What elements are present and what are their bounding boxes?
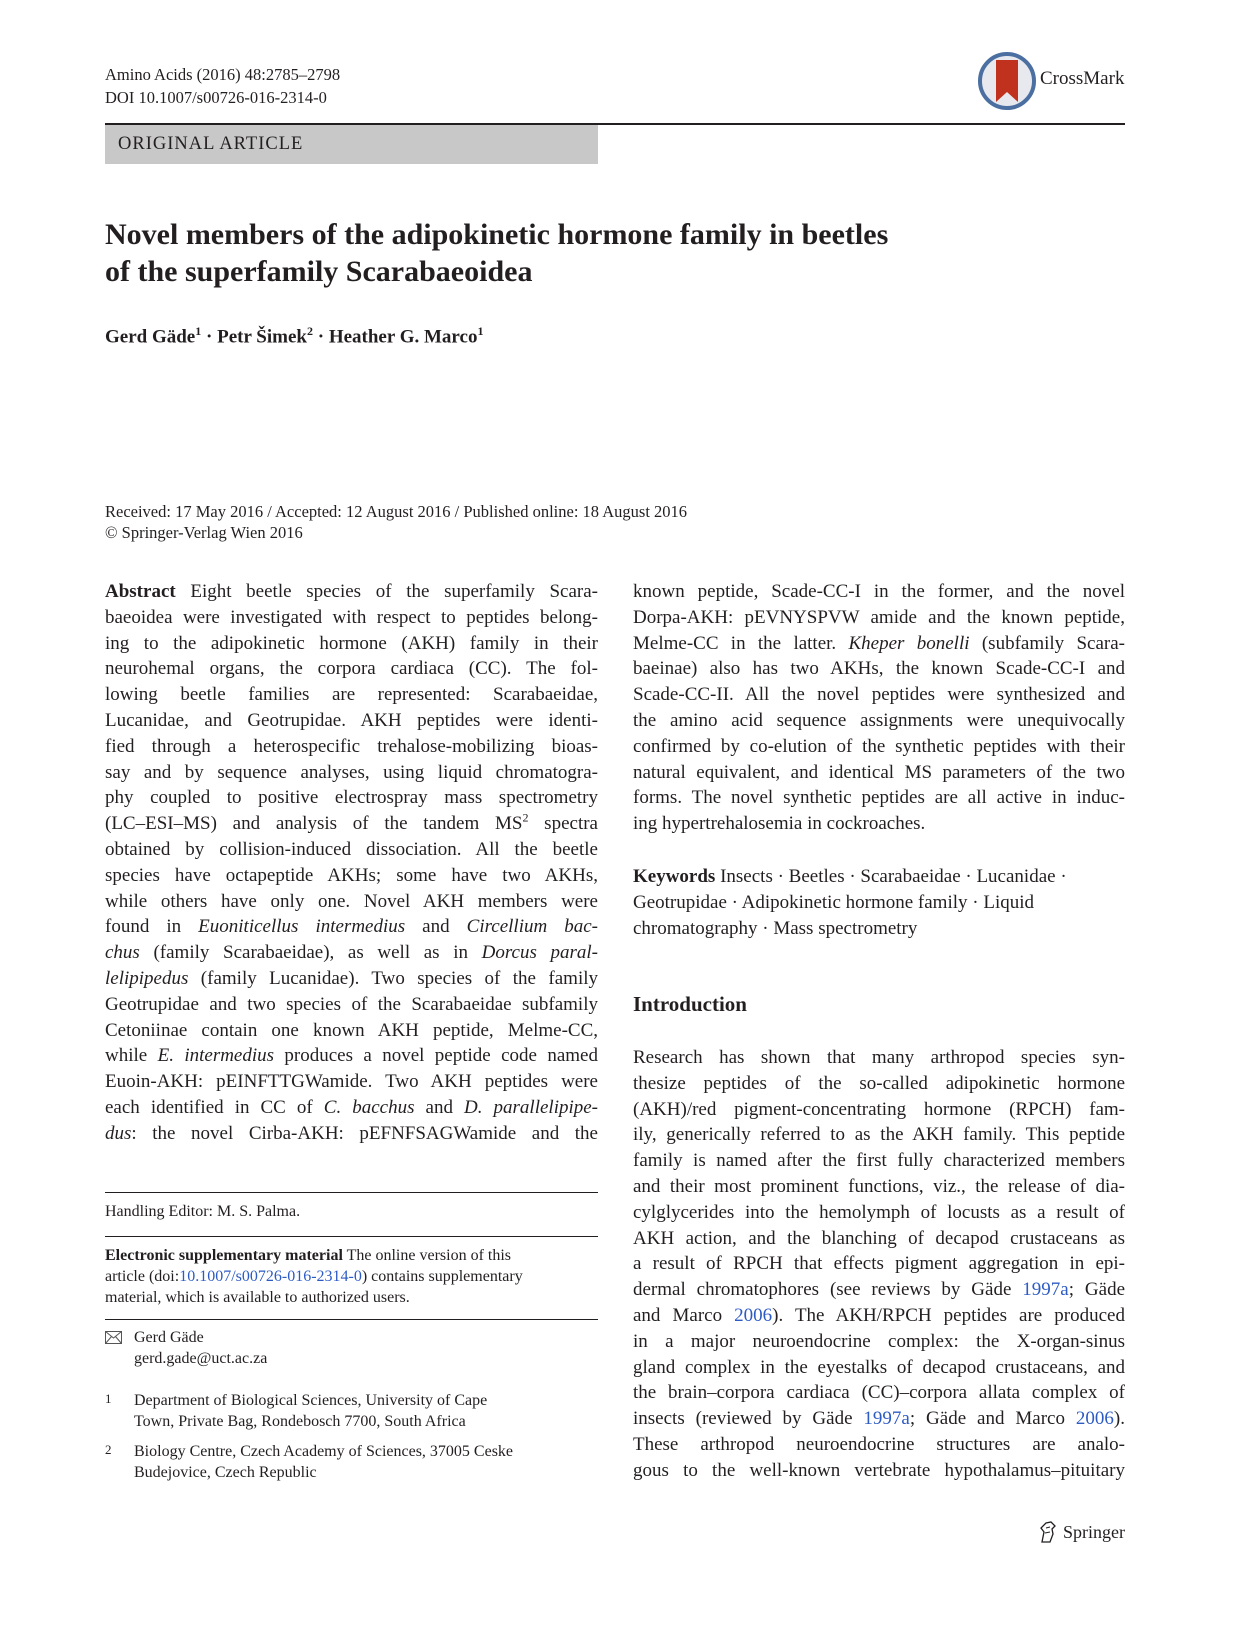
text-run: article (doi:	[105, 1268, 180, 1285]
text-run: in a major neuroendocrine complex: the X-organ-sinus	[633, 1330, 1125, 1352]
footnote-rule	[105, 1192, 598, 1193]
affiliation-number: 2	[105, 1442, 112, 1457]
text-line	[105, 1095, 598, 1121]
text-run: each identified in CC of	[105, 1096, 324, 1118]
text-run: baeoidea were investigated with respect to peptides belong-	[105, 606, 598, 628]
citation-link[interactable]: 10.1007/s00726-016-2314-0	[179, 1268, 362, 1285]
text-run: confirmed by co-elution of the synthetic peptides with their	[633, 735, 1125, 757]
text-run: The online version of this	[342, 1247, 512, 1264]
text-line	[105, 682, 598, 708]
text-run: and Marco	[633, 1304, 735, 1326]
text-run: (AKH)/red pigment-concentrating hormone (RPCH) fam-	[633, 1098, 1125, 1120]
citation-link[interactable]: 1997a	[863, 1408, 910, 1430]
text-line	[105, 811, 598, 837]
footnote-rule	[105, 1319, 598, 1320]
journal-citation: Amino Acids (2016) 48:2785–2798	[105, 65, 341, 84]
text-line	[105, 631, 598, 657]
text-line	[105, 734, 598, 760]
text-run: chus	[105, 942, 140, 964]
keywords	[633, 864, 1125, 941]
text-line	[105, 966, 598, 992]
supplementary-material	[105, 1245, 565, 1308]
introduction-body	[633, 1045, 1125, 1484]
envelope-icon	[105, 1331, 122, 1349]
text-run: (family Scarabaeidae), as well as in	[139, 942, 482, 964]
text-run: material, which is available to authorized users.	[105, 1289, 410, 1306]
text-line	[633, 811, 1125, 837]
text-line	[633, 1071, 1125, 1097]
text-line	[633, 760, 1125, 786]
text-line	[633, 1097, 1125, 1123]
section-label-box	[105, 125, 598, 164]
springer-horse-icon	[1038, 1520, 1058, 1544]
author-separator: ·	[312, 326, 329, 348]
text-line	[105, 992, 598, 1018]
text-run: and	[405, 916, 467, 938]
publisher-name: Springer	[1063, 1521, 1125, 1542]
text-run: ; Gäde	[1068, 1279, 1125, 1301]
text-line	[105, 708, 598, 734]
text-run: neurohemal organs, the corpora cardiaca (CC). The fol-	[105, 658, 598, 680]
publisher-logo	[1038, 1520, 1125, 1544]
text-run: phy coupled to positive electrospray mass spectrometry	[105, 787, 598, 809]
text-run: a result of RPCH that effects pigment aggregation in epi-	[633, 1253, 1125, 1275]
crossmark-icon	[978, 52, 1036, 110]
text-run: family is named after the first fully characterized members	[633, 1150, 1125, 1172]
text-run: thesize peptides of the so-called adipokinetic hormone	[633, 1072, 1125, 1094]
text-line	[105, 760, 598, 786]
text-run: ily, generically referred to as the AKH family. This peptide	[633, 1124, 1125, 1146]
text-run: insects (reviewed by Gäde	[633, 1408, 864, 1430]
footnote-rule	[105, 1236, 598, 1237]
text-line	[633, 864, 1125, 890]
text-run: ; Gäde and Marco	[909, 1408, 1076, 1430]
text-run: ). The AKH/RPCH peptides are produced	[772, 1304, 1125, 1326]
text-run: Dorpa-AKH: pEVNYSPVW amide and the known peptide,	[633, 606, 1125, 628]
text-line	[105, 914, 598, 940]
affiliation-ref: 1	[477, 324, 484, 338]
title-line: of the superfamily Scarabaeoidea	[105, 255, 533, 288]
text-line	[633, 1380, 1125, 1406]
text-run: Cetoniinae contain one known AKH peptide, Melme-CC,	[105, 1019, 598, 1041]
text-line	[633, 1329, 1125, 1355]
text-line	[633, 1355, 1125, 1381]
run-label: Electronic supplementary material	[105, 1247, 343, 1264]
copyright: © Springer-Verlag Wien 2016	[105, 523, 303, 542]
text-run: Insects · Beetles · Scarabaeidae · Lucanidae ·	[715, 866, 1067, 887]
text-run: dermal chromatophores (see reviews by Gäde	[633, 1279, 1023, 1301]
text-line	[633, 1148, 1125, 1174]
author-name: Petr Šimek	[217, 326, 307, 348]
text-line	[105, 889, 598, 915]
publication-dates: Received: 17 May 2016 / Accepted: 12 August 2016 / Published online: 18 August 2016	[105, 502, 688, 521]
text-run: Euoin-AKH: pEINFTTGWamide. Two AKH peptides were	[105, 1071, 598, 1093]
affiliation-line: Department of Biological Sciences, University of Cape	[134, 1392, 488, 1409]
text-line	[633, 890, 1125, 916]
text-run: (family Lucanidae). Two species of the family	[188, 967, 598, 989]
text-line	[105, 1121, 598, 1147]
citation-link[interactable]: 1997a	[1022, 1279, 1069, 1301]
author-name: Gerd Gäde	[105, 326, 196, 348]
text-run: E. intermedius	[157, 1045, 275, 1067]
text-run: Lucanidae, and Geotrupidae. AKH peptides were identi-	[105, 709, 598, 731]
text-line	[105, 1245, 565, 1266]
text-run: and	[414, 1096, 465, 1118]
text-line	[105, 656, 598, 682]
text-run: Kheper bonelli	[848, 632, 970, 654]
text-run: ing hypertrehalosemia in cockroaches.	[633, 813, 926, 835]
introduction-heading: Introduction	[633, 992, 747, 1016]
crossmark-badge[interactable]	[978, 52, 1125, 115]
run-label: Keywords	[633, 866, 716, 887]
text-line	[633, 1174, 1125, 1200]
text-run: and their most prominent functions, viz., the release of dia-	[633, 1175, 1125, 1197]
text-line	[633, 708, 1125, 734]
text-line	[105, 1018, 598, 1044]
text-line	[633, 682, 1125, 708]
text-run: ).	[1113, 1408, 1125, 1430]
text-line	[105, 785, 598, 811]
text-run: Eight beetle species of the superfamily Scara-	[175, 581, 598, 602]
affiliation-ref: 2	[306, 324, 313, 338]
text-run: Geotrupidae and two species of the Scarabaeidae subfamily	[105, 993, 598, 1015]
text-line	[105, 940, 598, 966]
text-line	[633, 1226, 1125, 1252]
text-line	[105, 1043, 598, 1069]
text-line	[633, 1200, 1125, 1226]
citation-link[interactable]: 2006	[734, 1304, 773, 1326]
text-run: D. parallelipipe-	[464, 1096, 599, 1118]
text-run: These arthropod neuroendocrine structures are analo-	[633, 1433, 1125, 1455]
text-run: Scade-CC-II. All the novel peptides were synthesized and	[633, 684, 1125, 706]
text-run: fied through a heterospecific trehalose-mobilizing bioas-	[105, 735, 598, 757]
publication-meta	[105, 501, 687, 543]
text-run: Circellium bac-	[466, 916, 598, 938]
text-run: ) contains supplementary	[361, 1268, 523, 1285]
text-line	[633, 656, 1125, 682]
text-run: obtained by collision-induced dissociation. All the beetle	[105, 838, 598, 860]
section-label: ORIGINAL ARTICLE	[118, 134, 304, 154]
text-run: Geotrupidae · Adipokinetic hormone family · Liquid	[633, 891, 1035, 913]
affiliation-ref: 1	[195, 324, 202, 338]
text-run: known peptide, Scade-CC-I in the former, and the novel	[633, 581, 1125, 602]
text-run: gous to the well-known vertebrate hypothalamus–pituitary	[633, 1459, 1125, 1481]
text-run: forms. The novel synthetic peptides are all active in induc-	[633, 787, 1125, 809]
text-line	[105, 605, 598, 631]
abstract-right	[633, 579, 1125, 837]
doi: DOI 10.1007/s00726-016-2314-0	[105, 88, 327, 107]
text-run: Research has shown that many arthropod species syn-	[633, 1047, 1125, 1068]
text-line	[633, 785, 1125, 811]
text-run: 2	[522, 810, 529, 825]
text-run: baeinae) also has two AKHs, the known Scade-CC-I and	[633, 658, 1125, 680]
text-line	[633, 1277, 1125, 1303]
text-run: say and by sequence analyses, using liquid chromatogra-	[105, 761, 598, 783]
affiliation-line: Town, Private Bag, Rondebosch 7700, South Africa	[134, 1412, 466, 1430]
corresponding-email[interactable]: gerd.gade@uct.ac.za	[134, 1350, 268, 1367]
affiliation-number: 1	[105, 1391, 112, 1406]
affiliation-line: Budejovice, Czech Republic	[134, 1463, 317, 1481]
text-run: lowing beetle families are represented: Scarabaeidae,	[105, 684, 598, 706]
crossmark-label: CrossMark	[1040, 68, 1125, 89]
text-line	[633, 1251, 1125, 1277]
text-run: gland complex in the eyestalks of decapod crustaceans, and	[633, 1356, 1125, 1378]
author-name: Heather G. Marco	[328, 326, 478, 348]
text-run: while	[105, 1045, 158, 1067]
text-run: Melme-CC in the latter.	[633, 632, 849, 654]
text-line	[105, 579, 598, 605]
text-run: while others have only one. Novel AKH members were	[105, 890, 598, 912]
text-line	[105, 1266, 565, 1287]
text-run: Dorcus paral-	[481, 942, 598, 964]
run-label: Abstract	[105, 581, 176, 602]
text-line	[633, 579, 1125, 605]
text-run: Euoniticellus intermedius	[198, 916, 406, 938]
author-list	[105, 324, 483, 348]
affiliation	[134, 1391, 487, 1432]
text-run: natural equivalent, and identical MS parameters of the two	[633, 761, 1125, 783]
text-line	[633, 1122, 1125, 1148]
text-run: C. bacchus	[323, 1096, 415, 1118]
text-line	[105, 1287, 565, 1308]
text-run: found in	[105, 916, 199, 938]
text-run: the brain–corpora cardiaca (CC)–corpora allata complex of	[633, 1382, 1125, 1404]
text-line	[633, 605, 1125, 631]
text-run: AKH action, and the blanching of decapod crustaceans as	[633, 1227, 1125, 1249]
text-line	[633, 631, 1125, 657]
text-run: spectra	[528, 813, 598, 835]
text-line	[105, 863, 598, 889]
text-line	[633, 734, 1125, 760]
text-line	[633, 1458, 1125, 1484]
text-line	[105, 837, 598, 863]
handling-editor: Handling Editor: M. S. Palma.	[105, 1203, 301, 1220]
text-run: : the novel Cirba-AKH: pEFNFSAGWamide and the	[131, 1122, 598, 1144]
text-run: ing to the adipokinetic hormone (AKH) family in their	[105, 632, 598, 654]
text-line	[633, 1045, 1125, 1071]
text-run: cylglycerides into the hemolymph of locusts as a result of	[633, 1201, 1125, 1223]
text-run: the amino acid sequence assignments were unequivocally	[633, 709, 1125, 731]
text-line	[105, 1069, 598, 1095]
text-line	[633, 916, 1125, 942]
text-line	[633, 1406, 1125, 1432]
citation-link[interactable]: 2006	[1075, 1408, 1114, 1430]
text-run: produces a novel peptide code named	[274, 1045, 598, 1067]
corresponding-author: Gerd Gäde	[134, 1329, 204, 1346]
abstract-left	[105, 579, 598, 1147]
affiliation	[134, 1442, 513, 1483]
text-run: (subfamily Scara-	[969, 632, 1126, 654]
text-run: dus	[105, 1122, 132, 1144]
text-line	[633, 1432, 1125, 1458]
title-line: Novel members of the adipokinetic hormone family in beetles	[105, 218, 889, 251]
affiliation-line: Biology Centre, Czech Academy of Sciences, 37005 Ceske	[134, 1443, 514, 1460]
article-title	[105, 216, 888, 290]
text-line	[633, 1303, 1125, 1329]
text-run: species have octapeptide AKHs; some have two AKHs,	[105, 864, 598, 886]
text-run: lelipipedus	[105, 967, 189, 989]
author-separator: ·	[201, 326, 218, 348]
text-run: chromatography · Mass spectrometry	[633, 917, 918, 939]
text-run: (LC–ESI–MS) and analysis of the tandem MS	[105, 813, 523, 835]
